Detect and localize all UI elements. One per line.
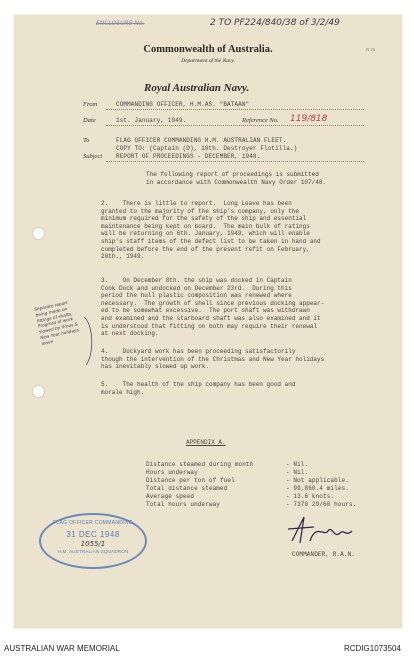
appendix-title: APPENDIX A. bbox=[186, 439, 226, 446]
margin-bracket bbox=[80, 315, 102, 367]
to-label: To bbox=[83, 137, 90, 144]
from-rule bbox=[106, 109, 364, 110]
subject-value: REPORT OF PROCEEDINGS - DECEMBER, 1948. bbox=[116, 153, 261, 160]
signatory-title: COMMANDER, R.A.N. bbox=[292, 551, 355, 558]
punch-hole-top bbox=[32, 227, 45, 240]
appendix-row-value: - Not applicable. bbox=[286, 477, 349, 484]
appendix-row-value: - Nil. bbox=[286, 461, 309, 468]
signature-graphic bbox=[284, 513, 356, 549]
date-label: Date bbox=[83, 117, 96, 124]
reference-label: Reference No. bbox=[242, 117, 279, 124]
footer-source: AUSTRALIAN WAR MEMORIAL bbox=[4, 644, 120, 653]
stamp-line-2: H.M. AUSTRALIAN SQUADRON bbox=[57, 549, 129, 554]
crossed-out-enclosure: ENCLOSURE No. bbox=[96, 20, 145, 27]
subject-rule bbox=[106, 161, 364, 162]
appendix-row-value: - 7370 29/60 hours. bbox=[286, 501, 357, 508]
top-handwritten-reference: 2 TO PF224/840/38 of 3/2/49 bbox=[210, 18, 340, 28]
from-label: From bbox=[83, 101, 98, 108]
footer-id: RCDIG1073504 bbox=[344, 644, 401, 653]
margin-handwritten-note: Separate report being made on fittings of shafts. Progress of work slowed by Xmas & New Year holidays leave bbox=[34, 300, 80, 347]
department-name: Department of the Navy. bbox=[181, 58, 235, 64]
appendix-row-label: Average speed bbox=[146, 493, 195, 500]
paragraph-2: 2. There is little to report. Long Leave has been granted to the majority of the ship's company, only the minimum required for the safety of the ship and essential maintenance being kept on board. The main bulk of ratings will be returning on 6th. January, 1949, which will enable ship's staff items of the defect list to be taken in hand and completed before the end of the present refit on February, 20th., 1949. bbox=[101, 200, 321, 261]
copy-to-value: COPY TO: (Captain (D), 10th. Destroyer Flotilla.) bbox=[116, 145, 298, 152]
appendix-row-label: Distance per ton of fuel bbox=[146, 477, 235, 484]
paragraph-5: 5. The health of the ship company has been good and morale high. bbox=[101, 381, 296, 396]
date-value: 1st. January, 1949. bbox=[116, 117, 187, 124]
form-number: N 16 bbox=[366, 47, 375, 52]
reference-value: 119/818 bbox=[290, 114, 328, 124]
received-stamp bbox=[39, 513, 147, 569]
subject-label: Subject bbox=[83, 153, 103, 160]
appendix-row-value: - 99,860.4 miles. bbox=[286, 485, 349, 492]
appendix-row-label: Total hours underway bbox=[146, 501, 221, 508]
commonwealth-title: Commonwealth of Australia. bbox=[143, 44, 273, 55]
paragraph-4: 4. Dockyard work has been proceeding satisfactorily though the intervention of the Christmas and New Year holidays has inevitably slowed up work. bbox=[101, 348, 325, 371]
appendix-row-value: - Nil. bbox=[286, 469, 309, 476]
appendix-row-value: - 13.6 knots. bbox=[286, 493, 335, 500]
to-value: FLAG OFFICER COMMANDING H.M. AUSTRALIAN FLEET. bbox=[116, 137, 287, 144]
punch-hole-bottom bbox=[32, 385, 45, 398]
appendix-row-label: Hours underway bbox=[146, 469, 198, 476]
stamp-date: 31 DEC 1948 bbox=[66, 530, 120, 539]
service-name: Royal Australian Navy. bbox=[144, 82, 250, 94]
paragraph-3: 3. On December 8th. the ship was docked in Captain Cook Dock and undocked on December 23rd. During this period the hull plastic composition was renewed where necessary. The growth of shell since previous docking appear- ed to be somewhat excessive. The port shaft was withdrawn and examined and the starboard shaft was also examined and it is understood that fitting on both may require their renewal at next docking. bbox=[101, 277, 325, 338]
intro-paragraph: The following report of proceedings is submitted in accordance with Commonwealth Navy Order 107/48. bbox=[146, 171, 327, 186]
appendix-row-label: Total distance steamed bbox=[146, 485, 228, 492]
appendix-row-label: Distance steamed during month bbox=[146, 461, 254, 468]
stamp-ref: 1055/1 bbox=[80, 540, 106, 548]
from-value: COMMANDING OFFICER, H.M.AS. "BATAAN" bbox=[116, 101, 250, 108]
date-rule bbox=[106, 125, 364, 126]
stamp-line-1: FLAG OFFICER COMMANDING bbox=[53, 520, 133, 526]
